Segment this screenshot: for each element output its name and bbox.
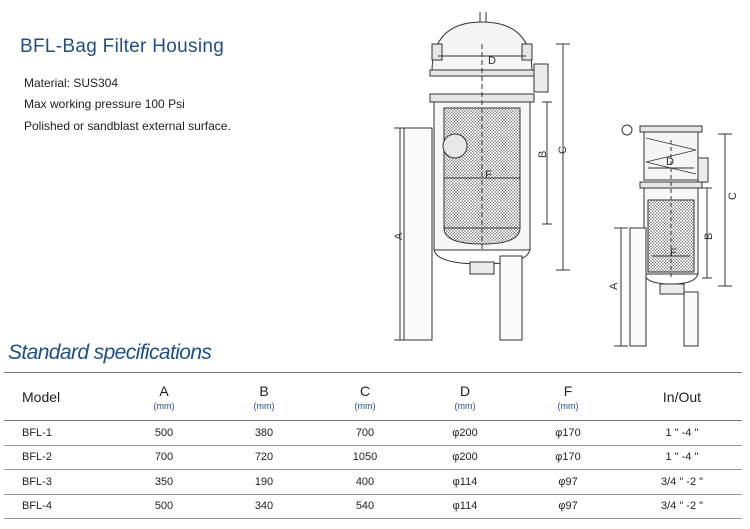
cell-inout: 1 " -4 " (622, 421, 742, 446)
cell-d: φ114 (416, 494, 514, 519)
spec-material: Material: SUS304 (24, 76, 119, 90)
header-model: Model (4, 373, 114, 421)
label-f-small: F (670, 247, 677, 259)
cell-model: BFL-1 (4, 421, 114, 446)
cell-inout: 3/4 " -2 " (622, 494, 742, 519)
cell-f: φ97 (514, 494, 622, 519)
cell-f: φ170 (514, 421, 622, 446)
header-a: A (mm) (114, 373, 214, 421)
section-title: Standard specifications (8, 341, 212, 364)
header-b: B (mm) (214, 373, 314, 421)
label-a-large: A (393, 232, 405, 240)
cell-f: φ97 (514, 470, 622, 495)
cell-f: φ170 (514, 445, 622, 470)
header-f: F (mm) (514, 373, 622, 421)
large-housing-drawing (394, 12, 570, 340)
cell-inout: 1 " -4 " (622, 445, 742, 470)
label-c-small: C (727, 192, 739, 200)
spec-surface: Polished or sandblast external surface. (24, 119, 231, 133)
label-f-large: F (485, 169, 492, 181)
cell-a: 500 (114, 421, 214, 446)
cell-model: BFL-3 (4, 470, 114, 495)
table-row (4, 470, 742, 495)
cell-d: φ200 (416, 421, 514, 446)
cell-b: 340 (214, 494, 314, 519)
table-header-row (4, 373, 742, 421)
cell-c: 1050 (314, 445, 416, 470)
cell-d: φ200 (416, 445, 514, 470)
label-b-large: B (537, 150, 549, 158)
header-d: D (mm) (416, 373, 514, 421)
cell-model: BFL-2 (4, 445, 114, 470)
specifications-table (4, 372, 742, 519)
label-d-large: D (488, 55, 496, 67)
cell-b: 190 (214, 470, 314, 495)
table-row (4, 421, 742, 446)
cell-c: 540 (314, 494, 416, 519)
cell-c: 400 (314, 470, 416, 495)
cell-b: 720 (214, 445, 314, 470)
header-c: C (mm) (314, 373, 416, 421)
cell-a: 500 (114, 494, 214, 519)
header-inout: In/Out (622, 373, 742, 421)
cell-c: 700 (314, 421, 416, 446)
cell-b: 380 (214, 421, 314, 446)
spec-pressure: Max working pressure 100 Psi (24, 97, 185, 111)
cell-a: 350 (114, 470, 214, 495)
table-row (4, 445, 742, 470)
table-row (4, 494, 742, 519)
label-d-small: D (666, 156, 674, 168)
cell-model: BFL-4 (4, 494, 114, 519)
label-c-large: C (557, 146, 569, 154)
cell-d: φ114 (416, 470, 514, 495)
label-a-small: A (608, 282, 620, 290)
cell-a: 700 (114, 445, 214, 470)
cell-inout: 3/4 " -2 " (622, 470, 742, 495)
product-title: BFL-Bag Filter Housing (20, 36, 225, 57)
label-b-small: B (703, 232, 715, 240)
